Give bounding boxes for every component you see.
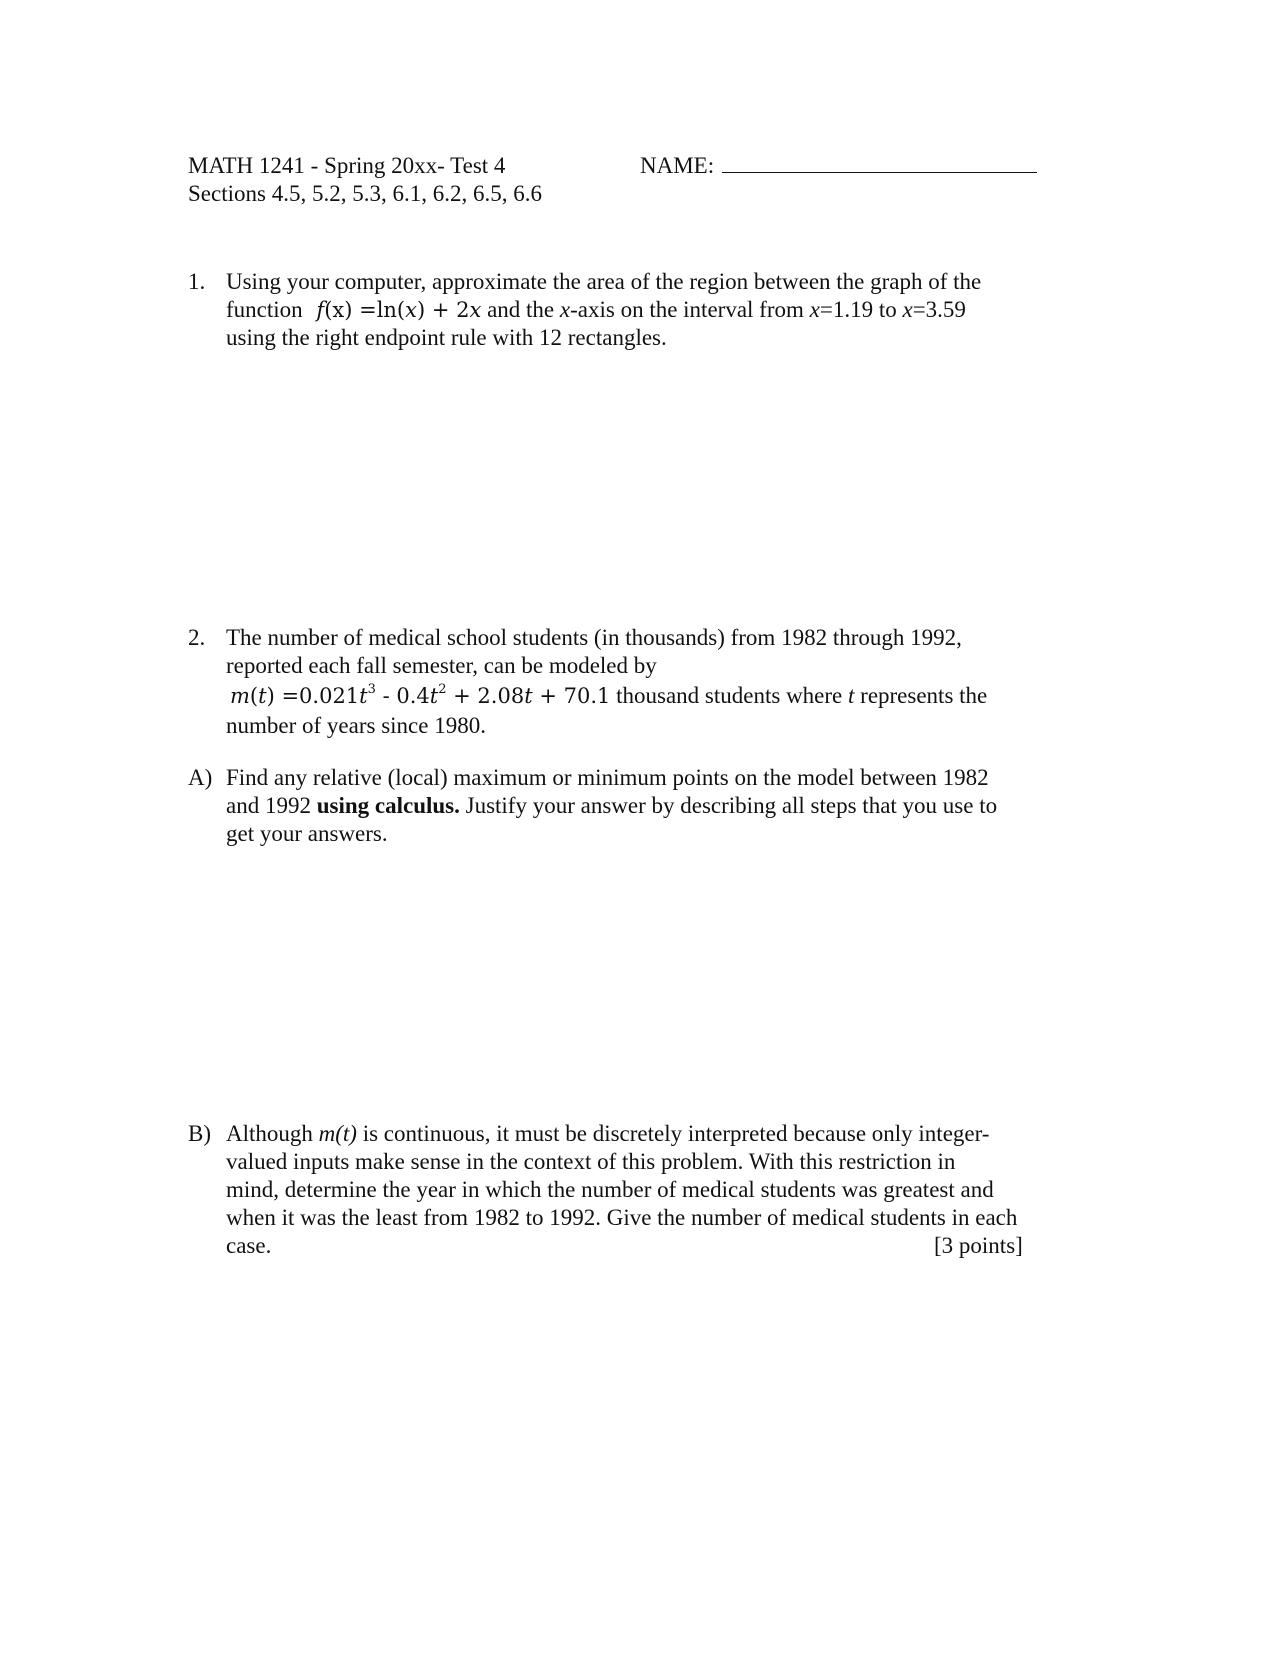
part-b-line-5: case. [3 points] xyxy=(226,1233,1023,1258)
part-a-line-1: Find any relative (local) maximum or minimum points on the model between 1982 xyxy=(226,765,989,790)
name-field xyxy=(640,152,1037,180)
part-b xyxy=(226,1120,1106,1260)
sections-list: Sections 4.5, 5.2, 5.3, 6.1, 6.2, 6.5, 6.6 xyxy=(188,181,542,206)
question-1-line-1: Using your computer, approximate the area of the region between the graph of the xyxy=(226,269,982,294)
part-a-line-2: and 1992 using calculus. Justify your answer by describing all steps that you use to xyxy=(226,793,998,818)
part-a-line-3: get your answers. xyxy=(226,821,388,846)
part-b-line-1: Although m(t) is continuous, it must be discretely interpreted because only integer- xyxy=(226,1121,990,1146)
question-2-model-line: $m(t) =0.021t^3 - 0.4t^2 + 2.08t + 70.1$ thousand students where t represents the xyxy=(230,682,988,708)
question-2-line-2: reported each fall semester, can be modeled by xyxy=(226,653,657,678)
name-blank-line xyxy=(722,152,1037,173)
question-1-number: 1. xyxy=(188,269,206,294)
part-b-line-3: mind, determine the year in which the number of medical students was greatest and xyxy=(226,1177,994,1202)
part-b-line-2: valued inputs make sense in the context of this problem. With this restriction in xyxy=(226,1149,956,1174)
points-value: [3 points] xyxy=(934,1233,1023,1258)
name-label: NAME: xyxy=(640,153,715,178)
part-b-line-4: when it was the least from 1982 to 1992. Give the number of medical students in each xyxy=(226,1205,1018,1230)
question-2-line-4: number of years since 1980. xyxy=(226,713,486,738)
function-expression: f(x) =ln(x) + 2x xyxy=(316,298,482,322)
question-2-line-1: The number of medical school students (in thousands) from 1982 through 1992, xyxy=(226,625,962,650)
course-title: MATH 1241 - Spring 20xx- Test 4 xyxy=(188,153,506,178)
question-2 xyxy=(226,624,1106,740)
question-1 xyxy=(226,268,1106,352)
part-a-label: A) xyxy=(188,765,213,790)
model-expression: $m(t) =0.021t^3 - 0.4t^2 + 2.08t + 70.1$ xyxy=(230,682,611,708)
question-2-number: 2. xyxy=(188,625,206,650)
part-b-label: B) xyxy=(188,1121,211,1146)
part-a xyxy=(226,764,1106,848)
question-1-line-2: function f(x) =ln(x) + 2x and the x-axis on the interval from x=1.19 to x=3.59 xyxy=(226,297,966,322)
question-1-line-3: using the right endpoint rule with 12 rectangles. xyxy=(226,325,667,350)
